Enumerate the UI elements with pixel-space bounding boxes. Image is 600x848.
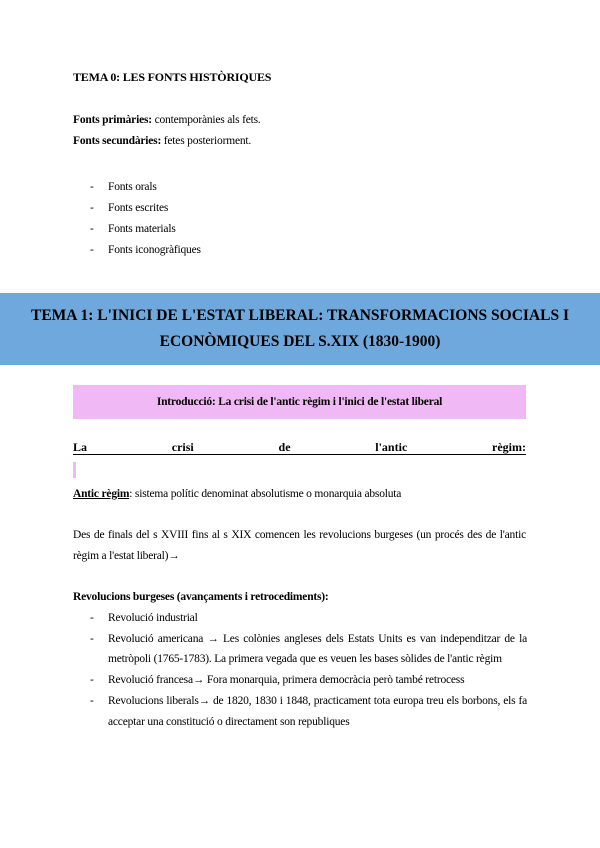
antic-regim-text: : sistema polític denominat absolutisme o monarquia absoluta [129,488,402,500]
primaries-text: contemporànies als fets. [151,114,261,126]
tema1-title-line2: ECONÒMIQUES DEL S.XIX (1830-1900) [159,333,441,350]
secundaries-text: fetes posteriorment. [161,135,252,147]
crisi-word: La [73,440,88,454]
crisi-word: de [278,440,291,454]
tema1-title-line1: TEMA 1: L'INICI DE L'ESTAT LIBERAL: TRANSFORMACIONS SOCIALS I [30,307,570,324]
crisi-heading [73,440,526,455]
list-item: - Fonts iconogràfiques [90,240,201,261]
revolucions-list [90,608,527,732]
list-item: - Revolució americana → Les colònies angleses dels Estats Units es van independitzar de la metròpoli (1765-1783). La primera vegada que es veuen les bases sòlides de l'antic règim [90,629,527,670]
secundaries-label: Fonts secundàries: [73,135,162,147]
antic-regim-definition [73,484,526,505]
list-item: - Fonts materials [90,219,201,240]
primaries-definition [73,114,261,126]
intro-paragraph: Des de finals del s XVIII fins al s XIX comencen les revolucions burgeses (un procés des de l'antic règim a l'estat liberal)→ [73,529,526,562]
primaries-label: Fonts primàries: [73,114,152,126]
antic-regim-label: Antic règim [73,488,130,500]
crisi-word: l'antic [375,440,408,454]
revolucions-title: Revolucions burgeses (avançaments i retrocediments): [73,591,329,603]
list-item: - Revolucions liberals→ de 1820, 1830 i 1848, practicament tota europa treu els borbons, els fa acceptar una constitució o directament son republiques [90,691,527,732]
list-item: - Fonts orals [90,177,201,198]
fonts-list [90,177,201,261]
crisi-word: crisi [171,440,194,454]
highlight-mark [73,462,76,478]
crisi-word: règim: [492,440,526,454]
tema1-banner [0,293,600,365]
list-item: - Revolució industrial [90,608,527,629]
list-item: - Fonts escrites [90,198,201,219]
list-item: - Revolució francesa→ Fora monarquia, primera democràcia però també retrocess [90,670,527,691]
intro-heading: Introducció: La crisi de l'antic règim i l'inici de l'estat liberal [73,385,526,419]
tema0-title: TEMA 0: LES FONTS HISTÒRIQUES [73,70,272,84]
secundaries-definition [73,135,251,147]
